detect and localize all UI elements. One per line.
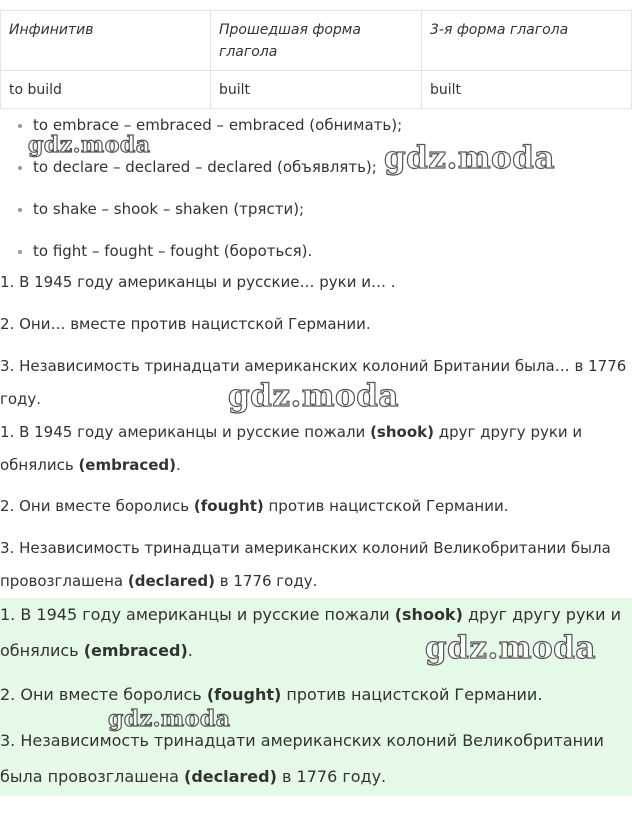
watermark-logo: gdz.moda xyxy=(384,140,555,176)
table-header-third-form: 3-я форма глагола xyxy=(422,11,632,71)
table-header-past-form: Прошедшая форма глагола xyxy=(211,11,422,71)
answer-line-4: 3. Независимость тринадцати американских колоний Великобритании была xyxy=(0,539,611,557)
list-item: to shake – shook – shaken (трясти); xyxy=(33,200,305,218)
watermark-logo: gdz.moda xyxy=(425,630,596,666)
list-item: to embrace – embraced – embraced (обнимать); xyxy=(33,116,403,134)
verb-forms-table xyxy=(0,10,632,109)
watermark-logo: gdz.moda xyxy=(108,706,231,732)
exercise-line-3-cont: году. xyxy=(0,390,42,408)
watermark-logo: gdz.moda xyxy=(28,132,151,158)
answer-line-3: 2. Они вместе боролись (fought) против нацистской Германии. xyxy=(0,497,509,515)
list-item: to fight – fought – fought (бороться). xyxy=(33,242,313,260)
highlighted-answer-box xyxy=(0,598,632,796)
list-item: to declare – declared – declared (объявлять); xyxy=(33,158,377,176)
answer-line-1: 1. В 1945 году американцы и русские пожали (shook) друг другу руки и xyxy=(0,423,583,441)
exercise-line-3: 3. Независимость тринадцати американских колоний Британии была… в 1776 xyxy=(0,357,627,375)
watermark-logo: gdz.moda xyxy=(228,378,399,414)
highlighted-answer-line-2: обнялись (embraced). xyxy=(0,641,193,660)
highlighted-answer-line-3: 2. Они вместе боролись (fought) против нацистской Германии. xyxy=(0,685,543,704)
highlighted-answer-line-5: была провозглашена (declared) в 1776 году. xyxy=(0,767,387,786)
highlighted-answer-line-1: 1. В 1945 году американцы и русские пожали (shook) друг другу руки и xyxy=(0,605,621,624)
exercise-line-2: 2. Они… вместе против нацистской Германии. xyxy=(0,315,371,333)
table-row xyxy=(1,71,632,109)
table-cell: built xyxy=(211,71,422,109)
table-header-infinitive: Инфинитив xyxy=(1,11,211,71)
answer-line-2: обнялись (embraced). xyxy=(0,456,181,474)
table-header-row xyxy=(1,11,632,71)
answer-line-5: провозглашена (declared) в 1776 году. xyxy=(0,572,318,590)
highlighted-answer-line-4: 3. Независимость тринадцати американских колоний Великобритании xyxy=(0,731,604,750)
table-cell: built xyxy=(422,71,632,109)
table-cell: to build xyxy=(1,71,211,109)
exercise-line-1: 1. В 1945 году американцы и русские… руки и… . xyxy=(0,273,396,291)
